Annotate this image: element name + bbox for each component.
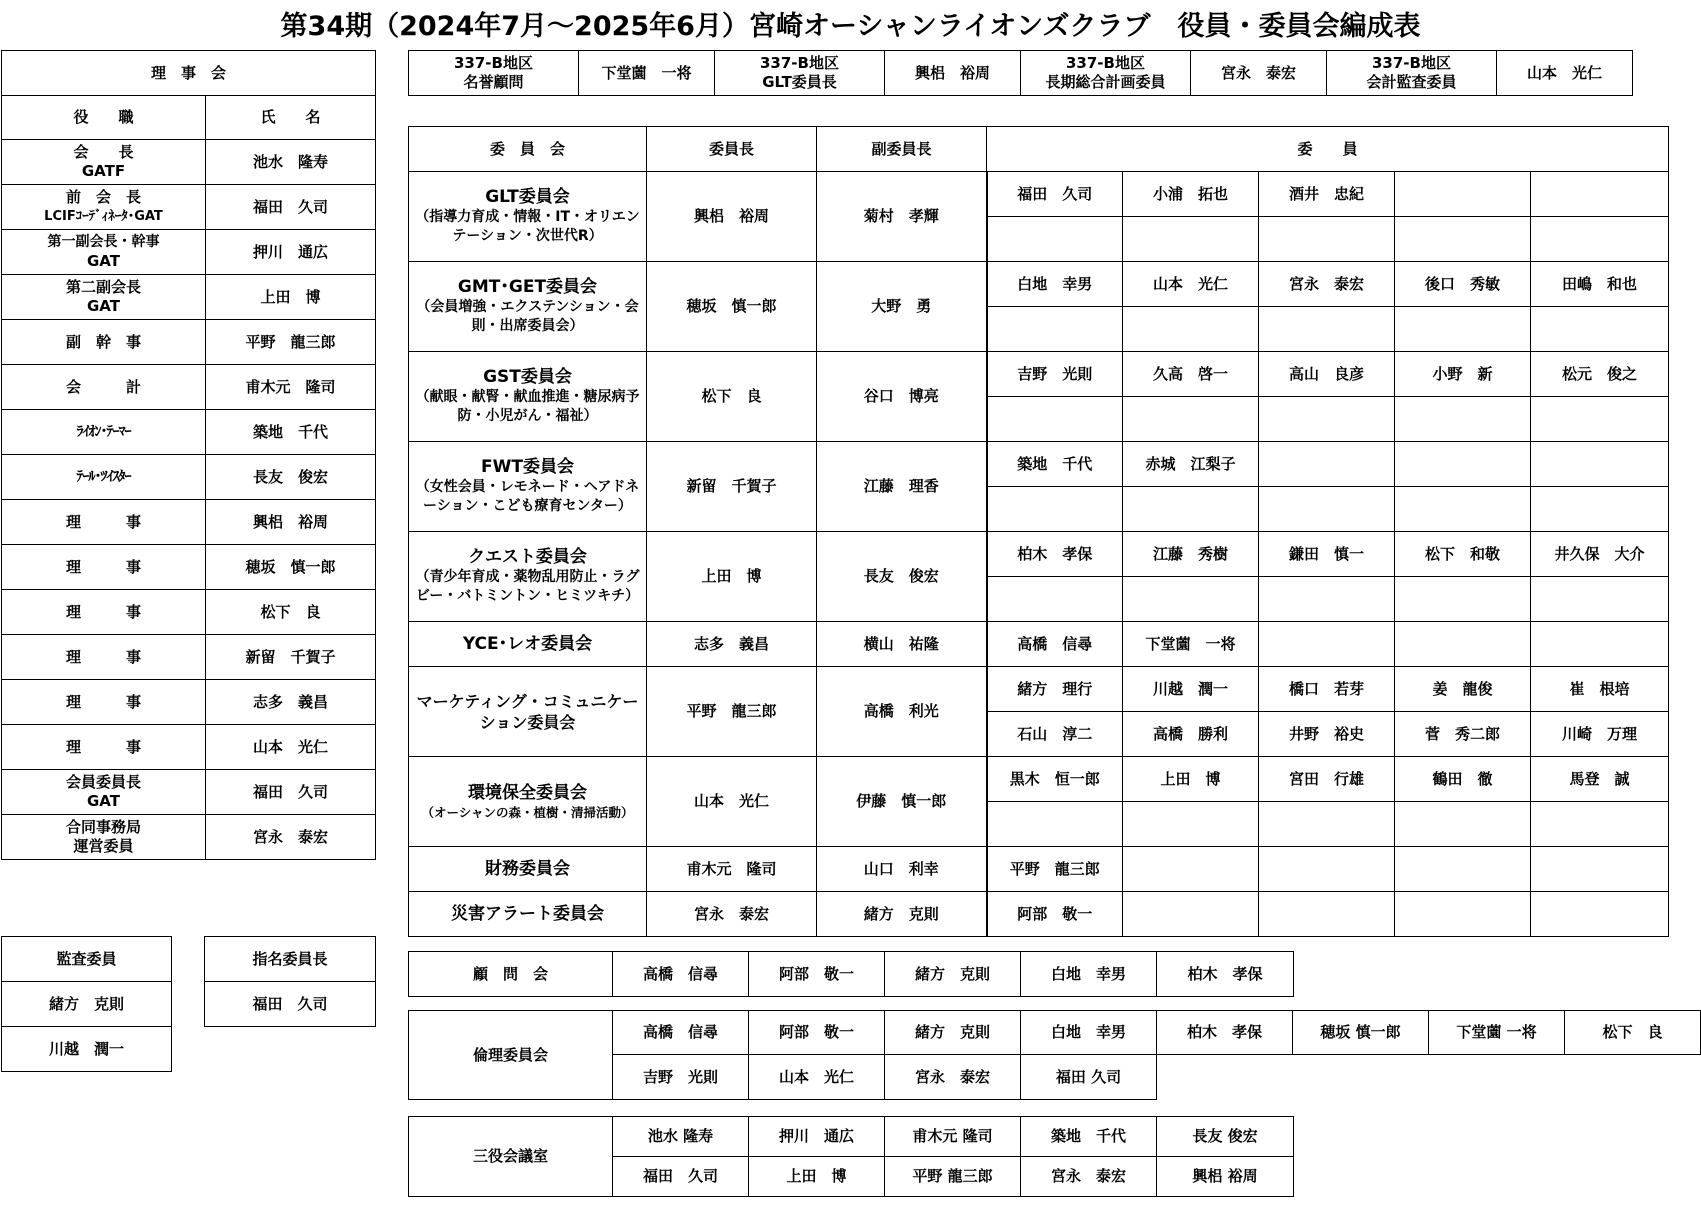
committee-member bbox=[1531, 802, 1669, 847]
committee-member: 宮田 行雄 bbox=[1259, 757, 1395, 802]
committee-member: 宮永 泰宏 bbox=[1259, 262, 1395, 307]
committee-row bbox=[409, 892, 1669, 937]
committee-subtitle: （会員増強・エクステンション・会則・出席委員会） bbox=[416, 299, 639, 334]
board-row bbox=[2, 410, 376, 455]
committee-member bbox=[1123, 892, 1259, 937]
audit-header: 監査委員 bbox=[2, 937, 172, 982]
board-name: 宮永 泰宏 bbox=[206, 815, 376, 860]
committee-member bbox=[987, 217, 1123, 262]
committee-member bbox=[1531, 847, 1669, 892]
committee-member: 上田 博 bbox=[1123, 757, 1259, 802]
committee-vice: 山口 利幸 bbox=[817, 847, 987, 892]
board-role: 第二副会長 bbox=[65, 278, 141, 296]
committee-name-cell bbox=[409, 262, 647, 352]
board-role-sub: GAT bbox=[87, 792, 120, 810]
district-role-cell bbox=[1327, 51, 1497, 96]
three-officers-table bbox=[408, 1116, 1294, 1197]
committee-member: 山本 光仁 bbox=[1123, 262, 1259, 307]
committee-name-cell bbox=[409, 892, 647, 937]
advisor-member: 阿部 敬一 bbox=[749, 952, 885, 997]
committee-vice: 大野 勇 bbox=[817, 262, 987, 352]
board-role-cell bbox=[2, 140, 206, 185]
committee-member: 高山 良彦 bbox=[1259, 352, 1395, 397]
committee-row bbox=[409, 757, 1669, 802]
committee-member bbox=[1395, 397, 1531, 442]
committee-name: マーケティング・コミュニケーション委員会 bbox=[416, 691, 639, 732]
committee-subtitle: （青少年育成・薬物乱用防止・ラグビー・バトミントン・ヒミツキチ） bbox=[415, 569, 640, 604]
board-name: 山本 光仁 bbox=[206, 725, 376, 770]
committee-name: 災害アラート委員会 bbox=[451, 903, 604, 924]
board-role-cell bbox=[2, 500, 206, 545]
committee-vice: 長友 俊宏 bbox=[817, 532, 987, 622]
page-title: 第34期（2024年7月～2025年6月）宮崎オーシャンライオンズクラブ 役員・委員会編成表 bbox=[280, 11, 1421, 42]
committee-member bbox=[1395, 622, 1531, 667]
district-name: 興梠 裕周 bbox=[885, 51, 1021, 96]
committee-member: 川崎 万理 bbox=[1531, 712, 1669, 757]
committee-member bbox=[1123, 217, 1259, 262]
board-role-cell bbox=[2, 455, 206, 500]
board-role-cell bbox=[2, 725, 206, 770]
committee-col-header: 委 員 会 bbox=[409, 127, 647, 172]
committee-vice: 高橋 利光 bbox=[817, 667, 987, 757]
committee-chair: 松下 良 bbox=[647, 352, 817, 442]
board-name: 志多 義昌 bbox=[206, 680, 376, 725]
board-row bbox=[2, 140, 376, 185]
committee-vice: 緒方 克則 bbox=[817, 892, 987, 937]
committee-chair: 志多 義昌 bbox=[647, 622, 817, 667]
board-role: 前 会 長 bbox=[65, 188, 141, 206]
board-role: 合同事務局 bbox=[65, 818, 141, 836]
board-row bbox=[2, 230, 376, 275]
district-role: 名誉顧問 bbox=[463, 73, 524, 91]
committee-member bbox=[1531, 622, 1669, 667]
committee-chair: 宮永 泰宏 bbox=[647, 892, 817, 937]
committee-subtitle: （指導力育成・情報・IT・オリエンテーション・次世代R） bbox=[415, 209, 640, 244]
committee-member: 黒木 恒一郎 bbox=[987, 757, 1123, 802]
district-org: 337-B地区 bbox=[1066, 54, 1145, 72]
vice-col-header: 副委員長 bbox=[817, 127, 987, 172]
board-row bbox=[2, 365, 376, 410]
board-role: 会 計 bbox=[65, 377, 141, 396]
board-name: 福田 久司 bbox=[206, 770, 376, 815]
board-role-sub: GAT bbox=[87, 252, 120, 270]
committee-chair: 平野 龍三郎 bbox=[647, 667, 817, 757]
board-role-cell bbox=[2, 365, 206, 410]
board-role-cell bbox=[2, 320, 206, 365]
board-role-header: 役 職 bbox=[2, 96, 206, 140]
committee-member: 鎌田 慎一 bbox=[1259, 532, 1395, 577]
district-table bbox=[408, 50, 1633, 96]
committee-vice: 伊藤 慎一郎 bbox=[817, 757, 987, 847]
board-role: ﾃｰﾙ･ﾂｲｽﾀｰ bbox=[76, 468, 131, 485]
committee-member bbox=[1123, 802, 1259, 847]
committee-member bbox=[1259, 622, 1395, 667]
ethics-member: 柏木 孝保 bbox=[1157, 1011, 1293, 1055]
nominating-header: 指名委員長 bbox=[205, 937, 376, 982]
committee-vice: 菊村 孝輝 bbox=[817, 172, 987, 262]
committee-name-cell bbox=[409, 442, 647, 532]
committee-member: 橋口 若芽 bbox=[1259, 667, 1395, 712]
district-role: 会計監査委員 bbox=[1366, 73, 1457, 91]
board-role-cell bbox=[2, 590, 206, 635]
committee-member bbox=[1259, 847, 1395, 892]
committee-chair: 新留 千賀子 bbox=[647, 442, 817, 532]
committee-member bbox=[1531, 577, 1669, 622]
committee-member: 鶴田 徹 bbox=[1395, 757, 1531, 802]
committee-vice: 横山 祐隆 bbox=[817, 622, 987, 667]
committee-subtitle: （献眼・献腎・献血推進・糖尿病予防・小児がん・福祉） bbox=[415, 389, 640, 424]
ethics-table bbox=[408, 1010, 1701, 1100]
committee-row bbox=[409, 532, 1669, 577]
committee-member bbox=[987, 487, 1123, 532]
ethics-member: 高橋 信尋 bbox=[613, 1011, 749, 1055]
district-role-cell bbox=[715, 51, 885, 96]
committee-member: 高橋 信尋 bbox=[987, 622, 1123, 667]
committee-member bbox=[1531, 307, 1669, 352]
committee-chair: 穂坂 慎一郎 bbox=[647, 262, 817, 352]
committee-member bbox=[987, 802, 1123, 847]
chair-col-header: 委員長 bbox=[647, 127, 817, 172]
committee-member bbox=[1123, 577, 1259, 622]
district-org: 337-B地区 bbox=[454, 54, 533, 72]
advisor-member: 緒方 克則 bbox=[885, 952, 1021, 997]
committee-member bbox=[1123, 397, 1259, 442]
ethics-member: 下堂薗 一将 bbox=[1429, 1011, 1565, 1055]
committee-member bbox=[1259, 307, 1395, 352]
committee-member bbox=[1259, 802, 1395, 847]
ethics-member: 福田 久司 bbox=[1021, 1055, 1157, 1100]
committee-member: 石山 淳二 bbox=[987, 712, 1123, 757]
officer-member: 甫木元 隆司 bbox=[885, 1117, 1021, 1157]
committee-member bbox=[1123, 307, 1259, 352]
ethics-member: 宮永 泰宏 bbox=[885, 1055, 1021, 1100]
committee-member: 江藤 秀樹 bbox=[1123, 532, 1259, 577]
committee-member bbox=[1531, 397, 1669, 442]
audit-member: 川越 潤一 bbox=[2, 1027, 172, 1072]
committee-member bbox=[1123, 847, 1259, 892]
district-name: 宮永 泰宏 bbox=[1191, 51, 1327, 96]
committee-member: 松元 俊之 bbox=[1531, 352, 1669, 397]
committee-member: 小浦 拓也 bbox=[1123, 172, 1259, 217]
members-col-header: 委 員 bbox=[987, 127, 1669, 172]
committee-row bbox=[409, 847, 1669, 892]
committee-member: 後口 秀敏 bbox=[1395, 262, 1531, 307]
board-row bbox=[2, 815, 376, 860]
board-row bbox=[2, 320, 376, 365]
committee-name: クエスト委員会 bbox=[468, 547, 587, 567]
board-row bbox=[2, 500, 376, 545]
committee-name: GLT委員会 bbox=[485, 187, 570, 207]
board-role-cell bbox=[2, 545, 206, 590]
committee-name: 環境保全委員会 bbox=[468, 782, 587, 803]
advisor-member: 柏木 孝保 bbox=[1157, 952, 1294, 997]
committee-member bbox=[1395, 442, 1531, 487]
committee-row bbox=[409, 352, 1669, 397]
board-name: 甫木元 隆司 bbox=[206, 365, 376, 410]
board-role: 理 事 bbox=[65, 647, 141, 666]
committee-member bbox=[1259, 442, 1395, 487]
committee-member bbox=[1395, 892, 1531, 937]
committee-chair: 山本 光仁 bbox=[647, 757, 817, 847]
committee-subtitle: （オーシャンの森・植樹・清掃活動） bbox=[421, 804, 634, 820]
ethics-member: 白地 幸男 bbox=[1021, 1011, 1157, 1055]
committee-member bbox=[1395, 847, 1531, 892]
board-row bbox=[2, 635, 376, 680]
committee-member bbox=[1395, 172, 1531, 217]
board-row bbox=[2, 680, 376, 725]
committee-member bbox=[1259, 397, 1395, 442]
committee-member bbox=[987, 577, 1123, 622]
board-role-cell bbox=[2, 770, 206, 815]
committee-row bbox=[409, 667, 1669, 712]
board-role-sub: GAT bbox=[87, 297, 120, 315]
board-row bbox=[2, 455, 376, 500]
ethics-member: 阿部 敬一 bbox=[749, 1011, 885, 1055]
committee-vice: 江藤 理香 bbox=[817, 442, 987, 532]
board-role-cell bbox=[2, 410, 206, 455]
board-name: 押川 通広 bbox=[206, 230, 376, 275]
officer-member: 押川 通広 bbox=[749, 1117, 885, 1157]
committee-vice: 谷口 博亮 bbox=[817, 352, 987, 442]
district-org: 337-B地区 bbox=[1372, 54, 1451, 72]
board-row bbox=[2, 725, 376, 770]
board-role-cell bbox=[2, 230, 206, 275]
district-name: 下堂薗 一将 bbox=[579, 51, 715, 96]
ethics-member: 山本 光仁 bbox=[749, 1055, 885, 1100]
committee-member: 井久保 大介 bbox=[1531, 532, 1669, 577]
board-name: 興梠 裕周 bbox=[206, 500, 376, 545]
board-name: 築地 千代 bbox=[206, 410, 376, 455]
ethics-label: 倫理委員会 bbox=[409, 1011, 613, 1100]
committee-member: 築地 千代 bbox=[987, 442, 1123, 487]
officer-member: 長友 俊宏 bbox=[1157, 1117, 1294, 1157]
board-role-sub: 運営委員 bbox=[73, 837, 134, 855]
officer-member: 池水 隆寿 bbox=[613, 1117, 749, 1157]
committee-member bbox=[1259, 892, 1395, 937]
committee-member bbox=[1395, 217, 1531, 262]
committee-table bbox=[408, 126, 1669, 937]
committee-member: 姜 龍俊 bbox=[1395, 667, 1531, 712]
audit-table bbox=[1, 936, 172, 1072]
committee-name-cell bbox=[409, 667, 647, 757]
committee-member: 赤城 江梨子 bbox=[1123, 442, 1259, 487]
board-role: 会員委員長 bbox=[65, 773, 141, 791]
board-name-header: 氏 名 bbox=[206, 96, 376, 140]
district-name: 山本 光仁 bbox=[1497, 51, 1633, 96]
district-role: GLT委員長 bbox=[762, 73, 837, 91]
committee-member bbox=[1531, 892, 1669, 937]
district-org: 337-B地区 bbox=[760, 54, 839, 72]
advisor-member: 高橋 信尋 bbox=[613, 952, 749, 997]
board-role: 理 事 bbox=[65, 512, 141, 531]
board-role: ﾗｲｵﾝ･ﾃｰﾏｰ bbox=[76, 423, 131, 440]
committee-member bbox=[1395, 577, 1531, 622]
committee-name-cell bbox=[409, 757, 647, 847]
committee-name: GST委員会 bbox=[483, 367, 572, 387]
audit-member: 緒方 克則 bbox=[2, 982, 172, 1027]
committee-subtitle: （女性会員・レモネード・ヘアドネーション・こども療育センター） bbox=[415, 479, 640, 514]
board-name: 長友 俊宏 bbox=[206, 455, 376, 500]
board-role: 副 幹 事 bbox=[65, 332, 141, 351]
nominating-table bbox=[204, 936, 376, 1027]
committee-member: 川越 潤一 bbox=[1123, 667, 1259, 712]
committee-member: 井野 裕史 bbox=[1259, 712, 1395, 757]
committee-member: 下堂薗 一将 bbox=[1123, 622, 1259, 667]
district-role-cell bbox=[1021, 51, 1191, 96]
advisors-table bbox=[408, 951, 1294, 997]
board-row bbox=[2, 545, 376, 590]
committee-member: 田嶋 和也 bbox=[1531, 262, 1669, 307]
officer-member: 築地 千代 bbox=[1021, 1117, 1157, 1157]
committee-member bbox=[1395, 802, 1531, 847]
board-header: 理 事 会 bbox=[2, 51, 376, 96]
board-role: 会 長 bbox=[73, 143, 134, 161]
board-role-sub: GATF bbox=[81, 162, 126, 180]
committee-name-cell bbox=[409, 532, 647, 622]
committee-member bbox=[1259, 577, 1395, 622]
committee-member: 小野 新 bbox=[1395, 352, 1531, 397]
board-name: 福田 久司 bbox=[206, 185, 376, 230]
nominating-name: 福田 久司 bbox=[205, 982, 376, 1027]
committee-member bbox=[1531, 487, 1669, 532]
committee-member: 松下 和敬 bbox=[1395, 532, 1531, 577]
committee-name: 財務委員会 bbox=[485, 858, 570, 879]
committee-chair: 甫木元 隆司 bbox=[647, 847, 817, 892]
board-name: 新留 千賀子 bbox=[206, 635, 376, 680]
board-name: 松下 良 bbox=[206, 590, 376, 635]
committee-member: 崔 根培 bbox=[1531, 667, 1669, 712]
committee-member bbox=[1531, 442, 1669, 487]
board-role: 第一副会長・幹事 bbox=[47, 234, 160, 250]
committee-name: YCE･レオ委員会 bbox=[462, 633, 593, 654]
board-role-cell bbox=[2, 185, 206, 230]
ethics-member: 穂坂 慎一郎 bbox=[1293, 1011, 1429, 1055]
three-officers-label: 三役会議室 bbox=[409, 1117, 613, 1197]
board-row bbox=[2, 185, 376, 230]
committee-member: 酒井 忠紀 bbox=[1259, 172, 1395, 217]
committee-row bbox=[409, 622, 1669, 667]
ethics-member: 松下 良 bbox=[1565, 1011, 1701, 1055]
board-row bbox=[2, 275, 376, 320]
committee-member: 緒方 理行 bbox=[987, 667, 1123, 712]
board-name: 平野 龍三郎 bbox=[206, 320, 376, 365]
committee-member bbox=[1123, 487, 1259, 532]
district-role: 長期総合計画委員 bbox=[1045, 73, 1166, 91]
committee-member: 平野 龍三郎 bbox=[987, 847, 1123, 892]
committee-member: 吉野 光則 bbox=[987, 352, 1123, 397]
board-role: 理 事 bbox=[65, 602, 141, 621]
committee-chair: 興梠 裕周 bbox=[647, 172, 817, 262]
ethics-member: 緒方 克則 bbox=[885, 1011, 1021, 1055]
committee-member: 久高 啓一 bbox=[1123, 352, 1259, 397]
advisor-member: 白地 幸男 bbox=[1021, 952, 1157, 997]
committee-member bbox=[987, 307, 1123, 352]
board-role: 理 事 bbox=[65, 557, 141, 576]
board-name: 上田 博 bbox=[206, 275, 376, 320]
committee-member bbox=[1259, 487, 1395, 532]
board-role-sub: LCIFｺｰﾃﾞｨﾈｰﾀ･GAT bbox=[44, 209, 163, 224]
committee-member bbox=[1395, 487, 1531, 532]
committee-chair: 上田 博 bbox=[647, 532, 817, 622]
board-role-cell bbox=[2, 635, 206, 680]
committee-member bbox=[1531, 172, 1669, 217]
officer-member: 宮永 泰宏 bbox=[1021, 1157, 1157, 1197]
committee-member bbox=[1531, 217, 1669, 262]
board-role: 理 事 bbox=[65, 692, 141, 711]
committee-member: 阿部 敬一 bbox=[987, 892, 1123, 937]
committee-name-cell bbox=[409, 172, 647, 262]
board-row bbox=[2, 590, 376, 635]
committee-member bbox=[1259, 217, 1395, 262]
committee-member: 高橋 勝利 bbox=[1123, 712, 1259, 757]
board-role: 理 事 bbox=[65, 737, 141, 756]
advisors-label: 顧 問 会 bbox=[409, 952, 613, 997]
district-role-cell bbox=[409, 51, 579, 96]
board-role-cell bbox=[2, 275, 206, 320]
officer-member: 平野 龍三郎 bbox=[885, 1157, 1021, 1197]
officer-member: 興梠 裕周 bbox=[1157, 1157, 1294, 1197]
committee-member: 柏木 孝保 bbox=[987, 532, 1123, 577]
committee-member: 福田 久司 bbox=[987, 172, 1123, 217]
board-row bbox=[2, 770, 376, 815]
board-table bbox=[1, 50, 376, 860]
committee-name: GMT･GET委員会 bbox=[457, 277, 598, 297]
officer-member: 福田 久司 bbox=[613, 1157, 749, 1197]
ethics-member: 吉野 光則 bbox=[613, 1055, 749, 1100]
committee-member: 馬登 誠 bbox=[1531, 757, 1669, 802]
committee-name-cell bbox=[409, 622, 647, 667]
board-role-cell bbox=[2, 815, 206, 860]
committee-member: 菅 秀二郎 bbox=[1395, 712, 1531, 757]
committee-member: 白地 幸男 bbox=[987, 262, 1123, 307]
committee-row bbox=[409, 442, 1669, 487]
committee-member bbox=[987, 397, 1123, 442]
committee-name-cell bbox=[409, 352, 647, 442]
ethics-blank bbox=[1157, 1055, 1701, 1100]
board-name: 穂坂 慎一郎 bbox=[206, 545, 376, 590]
board-name: 池水 隆寿 bbox=[206, 140, 376, 185]
committee-name: FWT委員会 bbox=[481, 457, 574, 477]
board-role-cell bbox=[2, 680, 206, 725]
officer-member: 上田 博 bbox=[749, 1157, 885, 1197]
committee-row bbox=[409, 172, 1669, 217]
committee-row bbox=[409, 262, 1669, 307]
committee-member bbox=[1395, 307, 1531, 352]
committee-name-cell bbox=[409, 847, 647, 892]
